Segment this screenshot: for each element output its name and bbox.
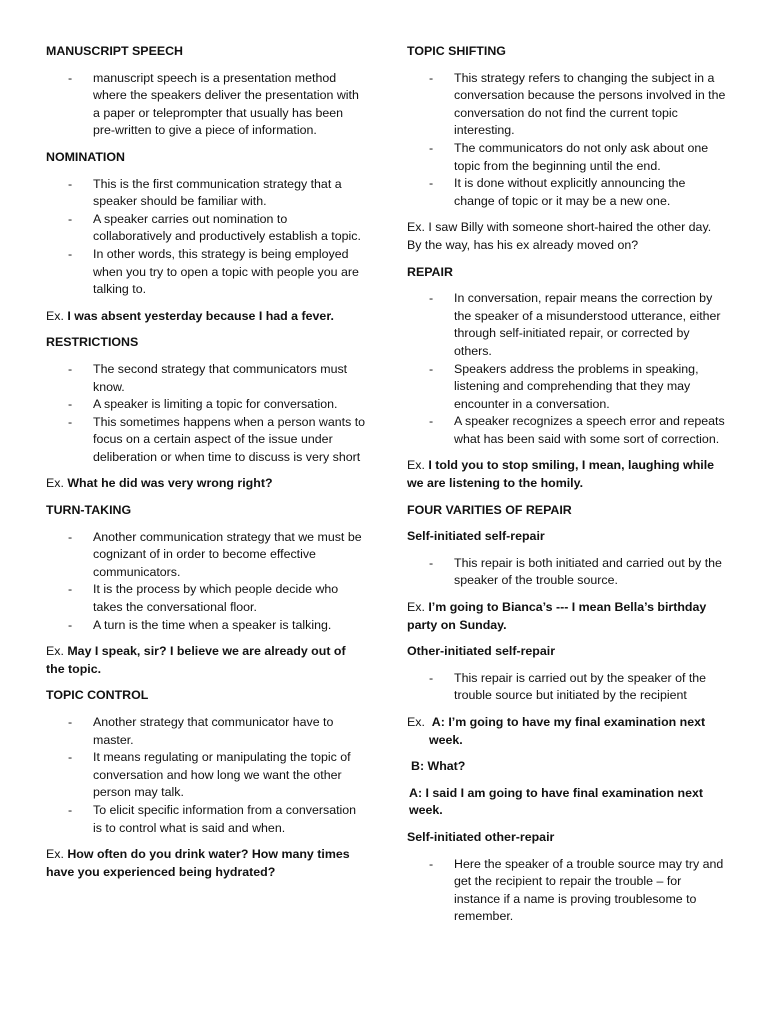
bullet-dash: - xyxy=(68,397,73,412)
bullet-dash: - xyxy=(68,176,73,191)
other-initiated-self-repair-list xyxy=(407,670,727,705)
list-item: - A speaker carries out nomination to collaboratively and productively establish a topic. xyxy=(68,211,361,244)
list-item: - To elicit specific information from a conversation is to control what is said and when. xyxy=(68,802,357,835)
manuscript-speech-heading: MANUSCRIPT SPEECH xyxy=(46,44,183,58)
list-item: - A speaker recognizes a speech error and repeats what has been said with some sort of correction. xyxy=(429,414,725,446)
list-item: - In conversation, repair means the correction by the speaker of a misunderstood utterance, either through self-initiated repair, or corrected by others. xyxy=(429,291,721,358)
bullet-dash: - xyxy=(68,211,73,226)
list-item: - A turn is the time when a speaker is talking. xyxy=(46,617,366,635)
list-item: - This repair is carried out by the speaker of the trouble source but initiated by the recipient xyxy=(429,670,707,703)
bullet-dash: - xyxy=(68,361,73,376)
list-item: - It is done without explicitly announcing the change of topic or it may be a new one. xyxy=(429,176,686,208)
other-initiated-self-repair-heading: Other-initiated self-repair xyxy=(407,644,556,659)
bullet-dash: - xyxy=(429,70,434,85)
list-item: - It means regulating or manipulating the topic of conversation and how long we want the other person may talk. xyxy=(68,750,351,800)
list-item: - manuscript speech is a presentation method where the speakers deliver the presentation with a paper or teleprompter that usually has been pre-written to give a piece of information. xyxy=(68,70,359,138)
self-initiated-self-repair-heading: Self-initiated self-repair xyxy=(407,529,545,544)
restrictions-heading: RESTRICTIONS xyxy=(46,335,139,350)
other-initiated-example-a: Ex. A: I’m going to have my final examination next week. xyxy=(407,715,706,747)
topic-shifting-heading: TOPIC SHIFTING xyxy=(407,44,506,58)
nomination-heading: NOMINATION xyxy=(46,149,125,164)
list-item: - Speakers address the problems in speaking, listening and comprehending that they may encounter in a conversation. xyxy=(429,361,699,411)
bullet-dash: - xyxy=(429,856,434,871)
topic-shifting-example: Ex. I saw Billy with someone short-haired the other day. By the way, has his ex already moved on? xyxy=(407,220,712,252)
left-column xyxy=(46,43,366,890)
other-initiated-example-b: B: What? xyxy=(411,759,466,774)
repair-list xyxy=(407,290,727,448)
list-item: - In other words, this strategy is being employed when you try to open a topic with people you are talking to. xyxy=(68,246,359,297)
list-item: - This is the first communication strategy that a speaker should be familiar with. xyxy=(68,176,342,209)
bullet-dash: - xyxy=(68,529,73,544)
self-initiated-other-repair-heading: Self-initiated other-repair xyxy=(407,829,555,844)
bullet-dash: - xyxy=(429,361,434,376)
list-item: - It is the process by which people decide who takes the conversational floor. xyxy=(68,582,339,615)
bullet-dash: - xyxy=(68,715,73,729)
four-varieties-heading: FOUR VARITIES OF REPAIR xyxy=(407,502,572,517)
nomination-example: Ex. I was absent yesterday because I had a fever. xyxy=(46,308,334,323)
self-initiated-self-repair-example: Ex. I’m going to Bianca’s --- I mean Bella’s birthday party on Sunday. xyxy=(407,600,707,632)
repair-example: Ex. I told you to stop smiling, I mean, laughing while we are listening to the homily. xyxy=(407,458,715,491)
bullet-dash: - xyxy=(429,291,434,306)
bullet-dash: - xyxy=(429,670,434,685)
turn-taking-example: Ex. May I speak, sir? I believe we are already out of the topic. xyxy=(46,644,346,676)
bullet-dash: - xyxy=(68,617,73,632)
restrictions-list xyxy=(46,361,366,467)
manuscript-speech-list xyxy=(46,70,366,140)
topic-control-example: Ex. How often do you drink water? How many times have you experienced being hydrated? xyxy=(46,847,350,879)
turn-taking-heading: TURN-TAKING xyxy=(46,503,132,518)
repair-heading: REPAIR xyxy=(407,264,453,279)
list-item: - A speaker is limiting a topic for conversation. xyxy=(46,396,366,414)
bullet-dash: - xyxy=(68,750,73,765)
bullet-dash: - xyxy=(68,802,73,817)
topic-control-list xyxy=(46,714,366,837)
bullet-dash: - xyxy=(68,70,73,85)
nomination-list xyxy=(46,176,366,299)
list-item: - This strategy refers to changing the subject in a conversation because the persons involved in the conversation do not find the current topic interesting. xyxy=(429,70,726,138)
restrictions-example: Ex. What he did was very wrong right? xyxy=(46,476,273,491)
right-column xyxy=(407,43,727,935)
bullet-dash: - xyxy=(429,555,434,570)
self-initiated-self-repair-list xyxy=(407,555,727,590)
other-initiated-example-a2: A: I said I am going to have final examination next week. xyxy=(409,785,703,818)
bullet-dash: - xyxy=(429,176,434,191)
bullet-dash: - xyxy=(429,414,434,429)
list-item: - This sometimes happens when a person wants to focus on a certain aspect of the issue under deliberation or when time to discuss is very short xyxy=(68,414,366,464)
list-item: - Another communication strategy that we must be cognizant of in order to become effective communicators. xyxy=(68,529,362,579)
topic-shifting-list xyxy=(407,70,727,211)
list-item: - The second strategy that communicators must know. xyxy=(68,361,348,394)
bullet-dash: - xyxy=(68,246,73,261)
topic-control-heading: TOPIC CONTROL xyxy=(46,688,149,703)
bullet-dash: - xyxy=(68,414,73,429)
list-item: - This repair is both initiated and carried out by the speaker of the trouble source. xyxy=(429,555,722,588)
turn-taking-list xyxy=(46,529,366,635)
self-initiated-other-repair-list xyxy=(407,856,727,926)
list-item: - The communicators do not only ask about one topic from the beginning until the end. xyxy=(429,140,709,173)
bullet-dash: - xyxy=(68,582,73,597)
bullet-dash: - xyxy=(429,140,434,155)
list-item: - Here the speaker of a trouble source may try and get the recipient to repair the trouble – for instance if a name is proving troublesome to remember. xyxy=(429,856,724,924)
list-item: - Another strategy that communicator have to master. xyxy=(68,715,334,747)
